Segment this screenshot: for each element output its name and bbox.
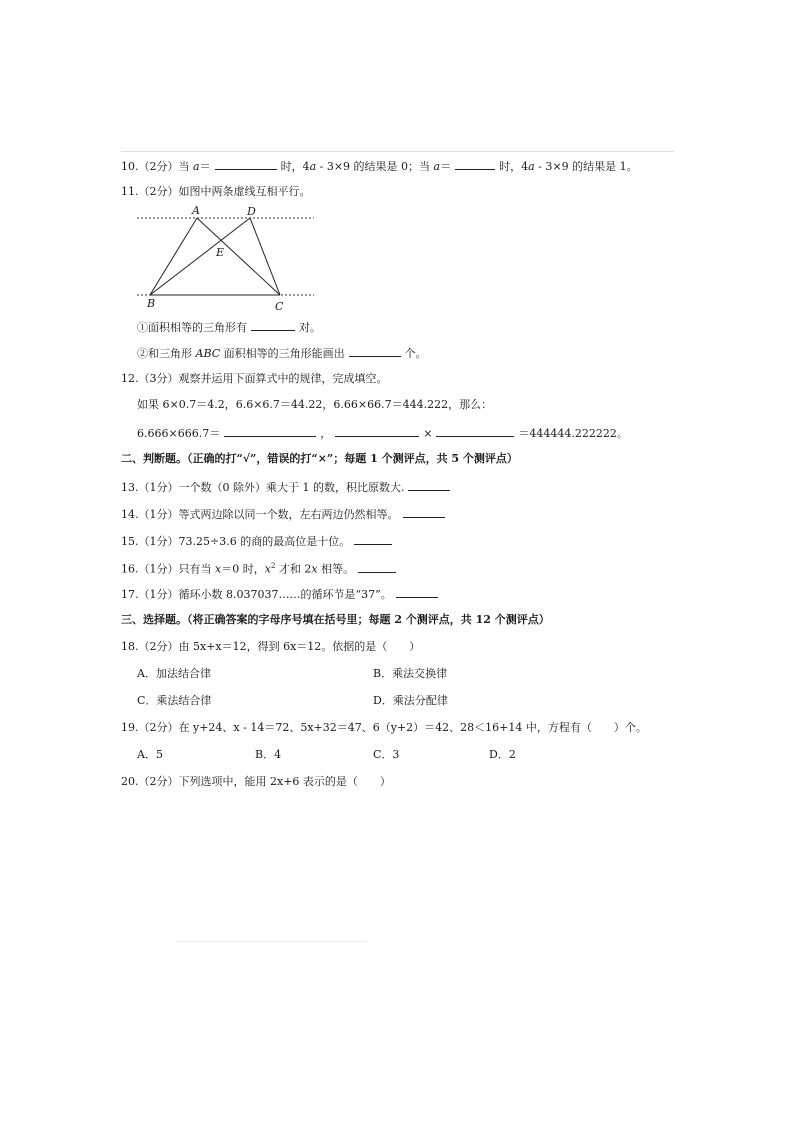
- top-divider: [121, 151, 674, 152]
- q10-part: ＝: [199, 160, 211, 173]
- q18-option-a[interactable]: A．加法结合律: [137, 667, 211, 680]
- q10-var: a: [433, 160, 441, 173]
- question-16: [121, 559, 400, 577]
- question-11: 11.（2分）如图中两条虚线互相平行。: [121, 185, 311, 198]
- answer-blank[interactable]: [396, 586, 438, 598]
- q10-var: a: [528, 160, 535, 173]
- label-C: C: [275, 300, 284, 313]
- q16-var: x: [264, 562, 271, 576]
- q19-option-b[interactable]: B．4: [255, 748, 282, 761]
- triangle-name: ABC: [195, 347, 221, 360]
- answer-blank[interactable]: [335, 425, 419, 437]
- answer-blank[interactable]: [224, 425, 316, 437]
- section-3-title: 三、选择题。（将正确答案的字母序号填在括号里；每题 2 个测评点，共 12 个测评点）: [121, 613, 550, 626]
- q18-option-d[interactable]: D．乘法分配律: [373, 694, 448, 707]
- q16-part: 相等。: [317, 562, 355, 576]
- q18-option-c[interactable]: C．乘法结合律: [137, 694, 212, 707]
- question-18: 18.（2分）由 5x+x＝12，得到 6x＝12。依据的是（ ）: [121, 640, 421, 653]
- q11-sub2-text: ②和三角形: [137, 347, 196, 360]
- calc-text: ，: [320, 427, 332, 440]
- question-19: 19.（2分）在 y+24、x - 14＝72、5x+32＝47、6（y+2）＝42、28＜16+14 中，方程有（ ）个。: [121, 721, 647, 734]
- question-12-example: 如果 6×0.7＝4.2，6.6×6.7＝44.22，6.66×66.7＝444.222，那么：: [137, 398, 493, 411]
- question-17: [121, 586, 442, 602]
- q19-option-c[interactable]: C．3: [373, 748, 400, 761]
- answer-blank[interactable]: [403, 506, 445, 518]
- question-12-calc: [137, 425, 628, 441]
- question-11-sub2: [137, 345, 427, 361]
- bottom-divider: [176, 941, 366, 942]
- q15-text: 15.（1分）73.25÷3.6 的商的最高位是十位。: [121, 535, 351, 548]
- q13-text: 13.（1分）一个数（0 除外）乘大于 1 的数，积比原数大.: [121, 481, 405, 494]
- question-14: [121, 506, 449, 522]
- answer-blank[interactable]: [436, 425, 514, 437]
- label-E: E: [216, 246, 225, 259]
- q16-exponent: 2: [270, 562, 276, 570]
- label-A: A: [192, 204, 200, 217]
- answer-blank[interactable]: [455, 158, 495, 170]
- q10-part: 时，4: [280, 160, 310, 173]
- q17-text: 17.（1分）循环小数 8.037037……的循环节是“37”。: [121, 588, 392, 601]
- label-D: D: [247, 205, 256, 218]
- q11-sub1-suffix: 对。: [299, 321, 321, 334]
- q10-part: - 3×9 的结果是 1。: [534, 160, 638, 173]
- q11-sub2-text: 面积相等的三角形能画出: [220, 347, 345, 360]
- calc-text: 6.666×666.7＝: [137, 427, 221, 440]
- q19-option-a[interactable]: A．5: [137, 748, 163, 761]
- segment-DB: [150, 218, 250, 295]
- q16-var: x: [215, 562, 222, 576]
- segment-AB: [150, 218, 197, 295]
- question-20: 20.（2分）下列选项中，能用 2x+6 表示的是（ ）: [121, 775, 391, 788]
- q10-var: a: [193, 160, 200, 173]
- question-15: [121, 533, 396, 549]
- section-2-title: 二、判断题。（正确的打“√”，错误的打“×”；每题 1 个测评点，共 5 个测评点）: [121, 452, 518, 465]
- q11-sub1-text: ①面积相等的三角形有: [137, 321, 247, 334]
- question-10: [121, 158, 638, 174]
- geometry-figure: [130, 203, 320, 313]
- q10-part: ＝: [440, 160, 452, 173]
- q10-var: a: [309, 160, 317, 173]
- q10-part: 10.（2分）当: [121, 160, 193, 173]
- answer-blank[interactable]: [354, 533, 392, 545]
- question-12: 12.（3分）观察并运用下面算式中的规律，完成填空。: [121, 372, 388, 385]
- q16-part: ＝0 时，: [221, 562, 265, 576]
- q10-part: - 3×9 的结果是 0；当: [316, 160, 434, 173]
- calc-text: ×: [423, 427, 433, 440]
- q10-part: 时，4: [499, 160, 529, 173]
- calc-text: ＝444444.222222。: [518, 427, 628, 440]
- answer-blank[interactable]: [215, 158, 277, 170]
- label-B: B: [147, 297, 156, 310]
- q16-var: x: [311, 562, 318, 576]
- q11-sub2-suffix: 个。: [404, 347, 427, 360]
- q19-option-d[interactable]: D．2: [489, 748, 516, 761]
- answer-blank[interactable]: [349, 345, 401, 357]
- q14-text: 14.（1分）等式两边除以同一个数，左右两边仍然相等。: [121, 508, 399, 521]
- question-13: [121, 479, 454, 495]
- q18-option-b[interactable]: B．乘法交换律: [373, 667, 448, 680]
- q16-part: 才和 2: [275, 562, 312, 576]
- answer-blank[interactable]: [251, 319, 295, 331]
- answer-blank[interactable]: [358, 561, 396, 573]
- segment-DC: [250, 218, 280, 295]
- segment-AC: [197, 218, 280, 295]
- question-11-sub1: [137, 319, 321, 335]
- q16-part: 16.（1分）只有当: [121, 562, 215, 576]
- answer-blank[interactable]: [408, 479, 450, 491]
